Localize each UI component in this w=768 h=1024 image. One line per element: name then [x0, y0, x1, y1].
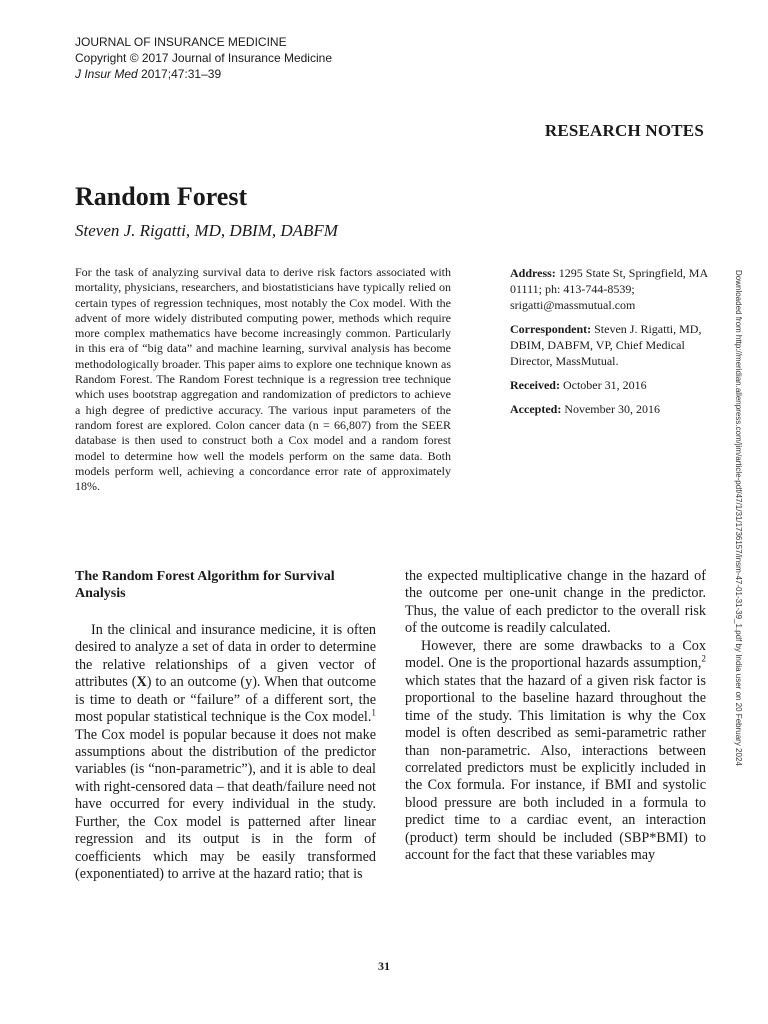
citation-line — [75, 66, 332, 82]
body-column-right — [405, 568, 706, 865]
correspondent-value: Steven J. Rigatti, MD, DBIM, DABFM, VP, Chief Medical Director, MassMutual. — [510, 322, 702, 368]
page-number: 31 — [378, 959, 390, 973]
journal-name: JOURNAL OF INSURANCE MEDICINE — [75, 35, 287, 49]
journal-header — [75, 34, 332, 82]
body-text: In the clinical and insurance medicine, it is often desired to analyze a set of data in order to determine the relative relationships of a given vector of attributes ( — [75, 621, 376, 691]
accepted-value: November 30, 2016 — [561, 402, 660, 416]
body-paragraph — [75, 622, 376, 884]
address-label: Address: — [510, 266, 556, 280]
correspondent-label: Correspondent: — [510, 322, 592, 336]
article-title: Random Forest — [75, 182, 248, 211]
download-watermark: Downloaded from http://meridian.allenpress.com/jim/article-pdf/47/1/31/1736157/insm-47-01-31-39_1.pdf by India user on 20 February 2024 — [734, 270, 743, 766]
received-value: October 31, 2016 — [559, 378, 647, 392]
body-column-left — [75, 568, 376, 884]
accepted-label: Accepted: — [510, 402, 562, 416]
citation-details: 2017;47:31–39 — [137, 67, 222, 81]
section-heading: The Random Forest Algorithm for Survival Analysis — [75, 569, 335, 602]
reference-marker[interactable]: 1 — [371, 707, 376, 718]
body-text: The Cox model is popular because it does not make assumptions about the distribution of the predictor variables (is “non-parametric”), and it is able to deal with right-censored data – that death/failure need not have occurred for every individual in the study. Further, the Cox model is patterned after linear regression and its output is in the form of coefficients which may be easily transformed (exponentiated) to arrive at the hazard ratio; that is — [75, 726, 376, 883]
abstract-text: For the task of analyzing survival data to derive risk factors associated with mortality, physicians, researchers, and biostatisticians have typically relied on certain types of regression techniques, most notably the Cox model. With the advent of more widely distributed computing power, methods which require more complex mathematics have become increasingly common. Particularly in this era of “big data” and machine learning, survival analysis has become methodologically broader. This paper aims to explore one technique known as Random Forest. The Random Forest technique is a regression tree technique which uses bootstrap aggregation and randomization of predictors to achieve a high degree of predictive accuracy. The various input parameters of the random forest are explored. Colon cancer data (n = 66,807) from the SEER database is then used to construct both a Cox model and a random forest model to determine how well the models perform on the same data. Both models perform well, achieving a concordance error rate of approximately 18%. — [75, 265, 451, 494]
article-authors: Steven J. Rigatti, MD, DBIM, DABFM — [75, 221, 338, 240]
meta-address — [510, 265, 710, 313]
citation-abbrev: J Insur Med — [75, 67, 138, 81]
body-text: which states that the hazard of a given risk factor is proportional to the baseline hazard throughout the time of the study. This limitation is why the Cox model is often described as semi-parametric rather than non-parametric. Also, interactions between correlated predictors must be explicitly included in the Cox formula. For instance, if BMI and systolic blood pressure are both included in a formula to predict time to a cardiac event, an interaction (product) term should be included (SBP*BMI) to account for the fact that these variables may — [405, 672, 706, 864]
reference-marker[interactable]: 2 — [701, 653, 706, 664]
abstract — [75, 265, 451, 494]
meta-accepted — [510, 401, 710, 417]
body-text: ) to an outcome (y). When that outcome is time to death or “failure” of a different sort, the most popular statistical technique is the Cox model. — [75, 674, 376, 726]
vector-symbol: X — [136, 674, 147, 691]
body-paragraph — [405, 568, 706, 638]
article-meta — [510, 265, 710, 425]
body-text: the expected multiplicative change in the hazard of the outcome per one-unit change in the predictor. Thus, the value of each predictor to the overall risk of the outcome is readily calculated. — [405, 568, 706, 637]
body-paragraph — [405, 638, 706, 865]
body-text: However, there are some drawbacks to a Cox model. One is the proportional hazards assumption, — [405, 637, 706, 672]
address-value: 1295 State St, Springfield, MA 01111; ph: 413-744-8539; srigatti@massmutual.com — [510, 266, 708, 312]
copyright-line: Copyright © 2017 Journal of Insurance Medicine — [75, 51, 332, 65]
section-label: RESEARCH NOTES — [544, 121, 704, 140]
received-label: Received: — [510, 378, 560, 392]
meta-received — [510, 377, 710, 393]
meta-correspondent — [510, 321, 710, 369]
